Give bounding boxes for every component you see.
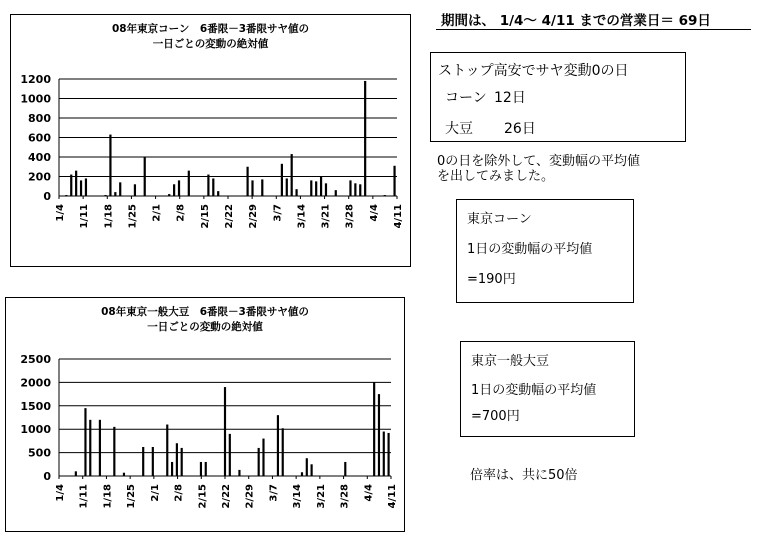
corn-ytick-label: 1200: [20, 73, 51, 86]
corn-ytick-label: 600: [28, 131, 51, 145]
soy-ytick-label: 2500: [20, 353, 51, 366]
soy-bar: [89, 420, 91, 476]
soy-ytick-label: 1000: [20, 423, 51, 437]
soy-bar: [258, 448, 260, 476]
soy-average-title: 東京一般大豆: [471, 354, 550, 369]
corn-xtick-label: 2/1: [151, 204, 163, 222]
corn-xtick-label: 3/7: [272, 204, 284, 222]
soy-bar: [388, 433, 390, 476]
corn-ytick-label: 0: [43, 190, 51, 203]
soy-bar: [171, 462, 173, 476]
corn-chart-plot: [11, 15, 410, 266]
soy-bar: [205, 462, 207, 476]
soy-ytick-label: 2000: [20, 376, 51, 390]
soy-xtick-label: 1/25: [126, 484, 138, 509]
corn-xtick-label: 4/4: [368, 204, 380, 222]
corn-bar: [173, 184, 175, 196]
corn-average-value: =190円: [467, 272, 516, 287]
corn-bar: [134, 184, 136, 196]
soy-xtick-label: 1/11: [78, 484, 90, 509]
corn-bar: [212, 178, 214, 196]
soy-xtick-label: 2/8: [173, 484, 185, 502]
corn-chart-title-line1: 08年東京コーン 6番限－3番限サヤ値の: [111, 23, 309, 35]
soy-bar: [123, 473, 125, 476]
soy-bar: [229, 434, 231, 476]
corn-bar: [80, 180, 82, 196]
soy-average-box: [460, 341, 635, 437]
stop-days-box: [430, 52, 686, 142]
corn-bar: [70, 175, 72, 196]
soy-bar: [152, 447, 154, 476]
soy-bar: [99, 420, 101, 476]
corn-average-box: [456, 199, 634, 303]
soy-xtick-label: 3/7: [268, 484, 280, 502]
stop-corn-label: コーン: [445, 90, 487, 106]
corn-bar: [85, 178, 87, 196]
corn-xtick-label: 1/4: [55, 204, 66, 222]
soy-bar: [200, 462, 202, 476]
corn-xtick-label: 2/15: [199, 204, 211, 229]
soy-xtick-label: 3/28: [339, 484, 351, 509]
soy-average-value: =700円: [471, 409, 520, 424]
corn-bar: [295, 189, 297, 196]
soy-xtick-label: 4/4: [363, 484, 375, 502]
corn-xtick-label: 2/29: [248, 204, 260, 229]
corn-bar: [217, 191, 219, 196]
soy-xtick-label: 1/4: [55, 484, 66, 502]
corn-bar: [114, 192, 116, 196]
corn-bar: [315, 181, 317, 196]
note-line1: 0の日を除外して、変動幅の平均値: [437, 154, 641, 169]
corn-xtick-label: 3/21: [320, 204, 332, 229]
stop-soy-label: 大豆: [445, 121, 473, 137]
corn-bar: [109, 135, 111, 196]
corn-bar: [168, 194, 170, 196]
period-text: 期間は、 1/4～ 4/11 までの営業日＝ 69日: [441, 13, 711, 29]
corn-bar: [65, 195, 67, 196]
soy-xtick-label: 2/1: [149, 484, 161, 502]
corn-xtick-label: 4/11: [393, 204, 404, 229]
corn-bar: [281, 164, 283, 196]
corn-average-title: 東京コーン: [467, 212, 532, 227]
soy-xtick-label: 4/11: [387, 484, 398, 509]
soy-bar: [311, 464, 313, 476]
corn-bar: [104, 195, 106, 196]
corn-bar: [354, 183, 356, 196]
corn-bar: [246, 167, 248, 196]
soy-ytick-label: 500: [28, 446, 51, 460]
soy-bar: [344, 462, 346, 476]
soy-chart-plot: [6, 298, 404, 531]
soy-xtick-label: 2/15: [197, 484, 209, 509]
corn-bar: [119, 182, 121, 196]
soy-bar: [378, 394, 380, 476]
soy-xtick-label: 2/22: [221, 484, 232, 509]
soy-bar: [306, 458, 308, 476]
corn-bar: [188, 171, 190, 196]
stop-soy-days: 26日: [504, 121, 536, 137]
corn-xtick-label: 1/11: [79, 204, 91, 229]
corn-xtick-label: 2/22: [224, 204, 235, 229]
soy-bar: [277, 415, 279, 476]
corn-bar: [286, 178, 288, 196]
corn-average-label: 1日の変動幅の平均値: [467, 242, 593, 257]
corn-ytick-label: 400: [28, 151, 51, 164]
soy-bar: [238, 470, 240, 476]
soy-bar: [282, 428, 284, 476]
corn-xtick-label: 1/25: [127, 204, 139, 229]
note-line2: を出してみました。: [437, 169, 555, 184]
corn-bar: [393, 166, 395, 196]
corn-bar: [251, 180, 253, 196]
soy-average-label: 1日の変動幅の平均値: [471, 383, 597, 398]
corn-bar: [178, 180, 180, 196]
corn-bar: [359, 184, 361, 196]
corn-bar: [144, 157, 146, 196]
corn-xtick-label: 3/28: [344, 204, 356, 229]
soy-bar: [383, 432, 385, 476]
soy-xtick-label: 3/14: [292, 484, 304, 509]
stop-days-title: ストップ高安でサヤ変動0の日: [438, 63, 629, 79]
corn-bar: [320, 177, 322, 197]
soy-bar: [373, 382, 375, 476]
corn-xtick-label: 1/18: [103, 204, 115, 229]
soy-bar: [301, 472, 303, 476]
corn-bar: [325, 183, 327, 196]
soy-chart-title-line1: 08年東京一般大豆 6番限－3番限サヤ値の: [101, 306, 309, 318]
corn-bar: [75, 171, 77, 196]
multiplier-text: 倍率は、共に50倍: [470, 468, 578, 483]
corn-bar: [364, 81, 366, 196]
corn-bar: [261, 179, 263, 196]
soy-ytick-label: 1500: [20, 399, 51, 413]
corn-bar: [207, 175, 209, 196]
soy-xtick-label: 3/21: [315, 484, 327, 509]
corn-ytick-label: 200: [28, 170, 51, 184]
corn-chart-title-line2: 一日ごとの変動の絶対値: [152, 38, 269, 50]
period-underline: [436, 29, 751, 30]
soy-xtick-label: 1/18: [102, 484, 114, 509]
soy-bar: [142, 447, 144, 476]
soy-bar: [181, 448, 183, 476]
soy-chart-title-line2: 一日ごとの変動の絶対値: [147, 321, 263, 333]
soy-chart: [5, 297, 405, 532]
soy-ytick-label: 0: [43, 470, 51, 483]
corn-bar: [335, 190, 337, 196]
corn-xtick-label: 3/14: [296, 204, 308, 229]
soy-bar: [176, 443, 178, 476]
soy-bar: [84, 408, 86, 476]
corn-ytick-label: 1000: [20, 92, 51, 106]
corn-bar: [291, 154, 293, 196]
corn-bar: [310, 180, 312, 196]
corn-bar: [349, 180, 351, 196]
corn-ytick-label: 800: [28, 112, 51, 125]
soy-bar: [166, 425, 168, 476]
corn-chart: [10, 14, 411, 267]
stop-corn-days: 12日: [494, 90, 526, 106]
soy-xtick-label: 2/29: [244, 484, 256, 509]
corn-xtick-label: 2/8: [175, 204, 187, 222]
soy-bar: [224, 387, 226, 476]
corn-bar: [384, 195, 386, 196]
soy-bar: [262, 439, 264, 476]
soy-bar: [113, 427, 115, 476]
soy-bar: [75, 471, 77, 476]
